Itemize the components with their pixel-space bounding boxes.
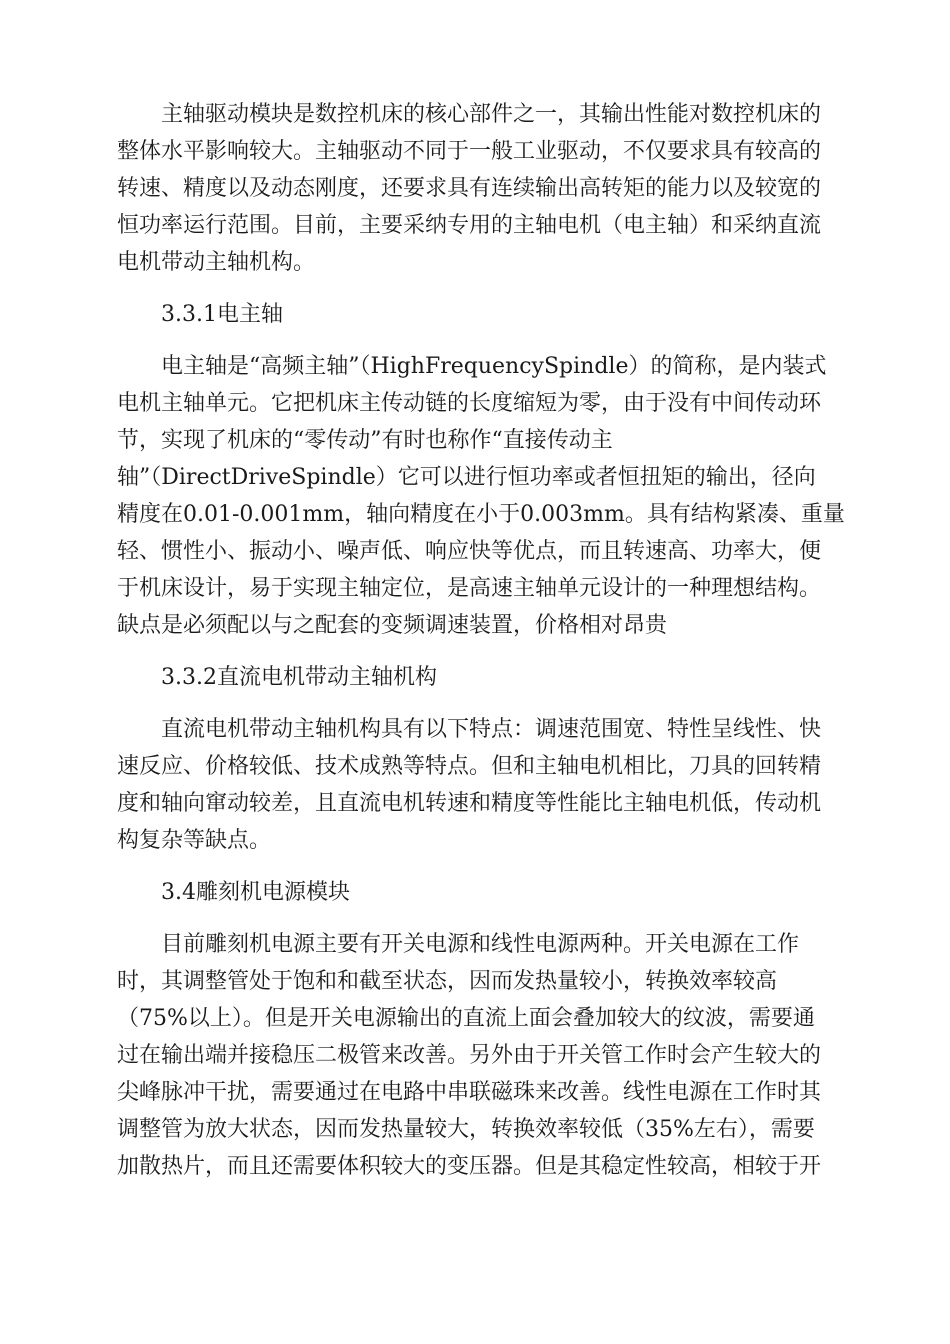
paragraph-line: 电机带动主轴机构。 (117, 250, 316, 275)
paragraph-line: 精度在0.01-0.001mm，轴向精度在小于0.003mm。具有结构紧凑、重量 (117, 502, 845, 527)
paragraph-line: 轻、惯性小、振动小、噪声低、响应快等优点，而且转速高、功率大，便 (117, 539, 822, 564)
paragraph-line: 度和轴向窜动较差，且直流电机转速和精度等性能比主轴电机低，传动机 (117, 791, 822, 816)
paragraph-line: 节，实现了机床的“零传动”有时也称作“直接传动主 (117, 428, 613, 453)
paragraph-line: 调整管为放大状态，因而发热量较大，转换效率较低（35%左右），需要 (117, 1117, 815, 1142)
paragraph-line: 速反应、价格较低、技术成熟等特点。但和主轴电机相比，刀具的回转精 (117, 754, 822, 779)
paragraph-line: 构复杂等缺点。 (117, 828, 272, 853)
paragraph-line: 转速、精度以及动态刚度，还要求具有连续输出高转矩的能力以及较宽的 (117, 176, 822, 201)
paragraph-line: 直流电机带动主轴机构具有以下特点：调速范围宽、特性呈线性、快 (161, 717, 822, 742)
paragraph-line: 时，其调整管处于饱和和截至状态，因而发热量较小，转换效率较高 (117, 969, 778, 994)
paragraph-line: 目前雕刻机电源主要有开关电源和线性电源两种。开关电源在工作 (161, 932, 800, 957)
paragraph-line: 整体水平影响较大。主轴驱动不同于一般工业驱动，不仅要求具有较高的 (117, 139, 822, 164)
paragraph-line: 主轴驱动模块是数控机床的核心部件之一，其输出性能对数控机床的 (161, 102, 822, 127)
paragraph-electric-spindle (117, 348, 845, 644)
paragraph-line: 轴”（DirectDriveSpindle）它可以进行恒功率或者恒扭矩的输出，径向 (117, 465, 816, 490)
paragraph-line: （75%以上）。但是开关电源输出的直流上面会叠加较大的纹波，需要通 (117, 1006, 815, 1031)
paragraph-dc-motor-spindle (117, 711, 833, 859)
paragraph-line: 过在输出端并接稳压二极管来改善。另外由于开关管工作时会产生较大的 (117, 1043, 822, 1068)
section-heading-3-3-1: 3.3.1电主轴 (161, 302, 283, 327)
paragraph-line: 于机床设计，易于实现主轴定位，是高速主轴单元设计的一种理想结构。 (117, 576, 822, 601)
paragraph-line: 缺点是必须配以与之配套的变频调速装置，价格相对昂贵 (117, 613, 668, 638)
paragraph-line: 电机主轴单元。它把机床主传动链的长度缩短为零，由于没有中间传动环 (117, 391, 822, 416)
paragraph-line: 加散热片，而且还需要体积较大的变压器。但是其稳定性较高，相较于开 (117, 1154, 822, 1179)
paragraph-line: 电主轴是“高频主轴”（HighFrequencySpindle）的简称，是内装式 (161, 354, 827, 379)
paragraph-spindle-drive (117, 96, 833, 281)
paragraph-line: 恒功率运行范围。目前，主要采纳专用的主轴电机（电主轴）和采纳直流 (117, 213, 822, 238)
document-page (117, 96, 845, 1200)
section-heading-3-3-2: 3.3.2直流电机带动主轴机构 (161, 665, 437, 690)
paragraph-line: 尖峰脉冲干扰，需要通过在电路中串联磁珠来改善。线性电源在工作时其 (117, 1080, 822, 1105)
paragraph-power-supply (117, 926, 833, 1185)
section-heading-3-4: 3.4雕刻机电源模块 (161, 880, 350, 905)
